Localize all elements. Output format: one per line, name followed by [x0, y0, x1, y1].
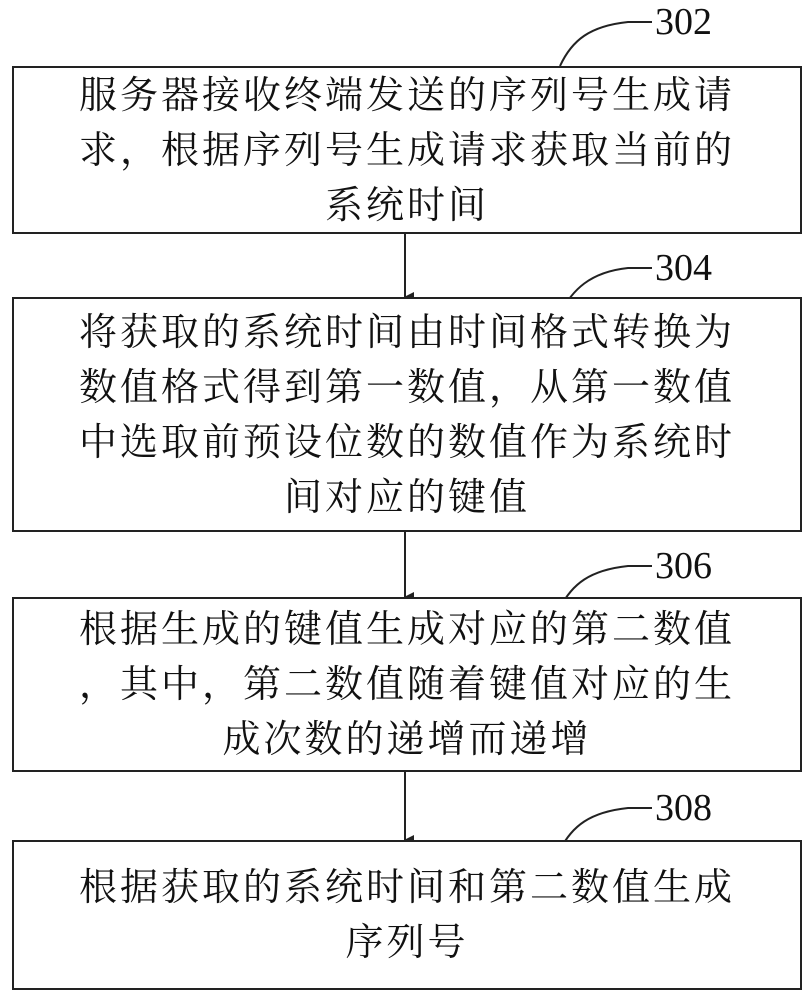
step-text-302: 服务器接收终端发送的序列号生成请 求，根据序列号生成请求获取当前的 系统时间 — [78, 72, 735, 227]
step-ref-308: 308 — [655, 787, 712, 829]
step-box-308 — [12, 840, 802, 990]
step-box-304 — [12, 297, 802, 532]
step-ref-304: 304 — [655, 247, 712, 289]
step-box-306 — [12, 597, 802, 772]
step-ref-306: 306 — [655, 545, 712, 587]
step-text-306: 根据生成的键值生成对应的第二数值 ，其中，第二数值随着键值对应的生 成次数的递增而递增 — [78, 607, 735, 761]
leader-302 — [560, 22, 652, 66]
step-box-302 — [12, 66, 802, 234]
step-ref-302: 302 — [655, 1, 712, 43]
step-text-308: 根据获取的系统时间和第二数值生成 序列号 — [78, 865, 735, 964]
step-text-304: 将获取的系统时间由时间格式转换为 数值格式得到第一数值，从第一数值 中选取前预设位数的数值作为系统时 间对应的键值 — [78, 309, 735, 519]
